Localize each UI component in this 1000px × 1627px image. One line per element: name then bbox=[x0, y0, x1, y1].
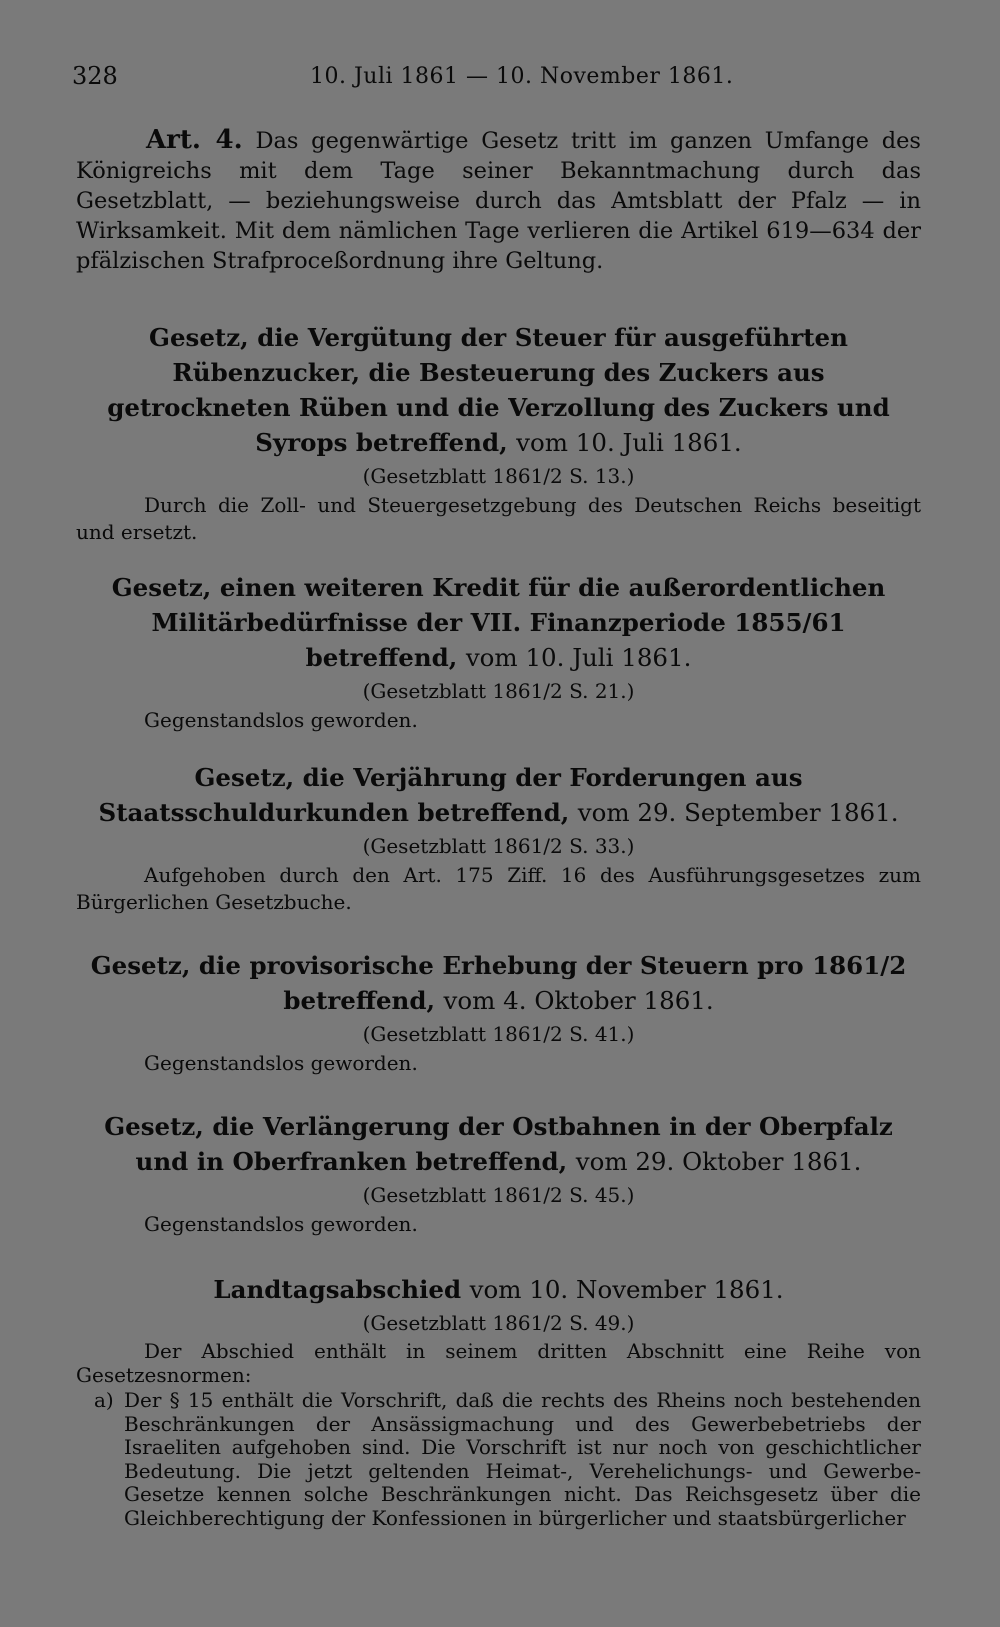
law-title-text: Gesetz, die provisorische Erhebung der Steuern pro 1861/2 betreffend, bbox=[90, 951, 907, 1015]
law-date: vom 29. Oktober 1861. bbox=[575, 1147, 862, 1176]
page-content bbox=[76, 125, 921, 1530]
page-number: 328 bbox=[72, 62, 118, 90]
list-item-text: Der § 15 enthält die Vorschrift, daß die rechts des Rheins noch bestehenden Beschränkungen der Ansässigmachung und des Gewerbebetriebs der Israeliten aufgehoben sind. Die Vorschrift ist nur noch von geschichtlicher Bedeutung. Die jetzt geltenden Heimat-, Verehelichungs- und Gewerbe-Gesetze kennen solche Beschränkungen nicht. Das Reichsgesetz über die Gleichberechtigung der Konfessionen in bürgerlicher und staatsbürgerlicher bbox=[124, 1388, 921, 1530]
article-4 bbox=[76, 125, 921, 276]
law-note: Durch die Zoll- und Steuergesetzgebung des Deutschen Reichs beseitigt und ersetzt. bbox=[76, 493, 921, 544]
landtagsabschied-entry bbox=[76, 1272, 921, 1530]
law-title bbox=[80, 320, 917, 460]
law-title bbox=[80, 1272, 917, 1307]
law-note: Gegenstandslos geworden. bbox=[144, 708, 418, 732]
law-title bbox=[80, 570, 917, 675]
header-date-range: 10. Juli 1861 — 10. November 1861. bbox=[310, 64, 734, 89]
law-entry bbox=[76, 1109, 921, 1238]
law-title bbox=[80, 1109, 917, 1179]
law-entry bbox=[76, 760, 921, 916]
law-date: vom 10. Juli 1861. bbox=[465, 643, 692, 672]
law-date: vom 10. November 1861. bbox=[469, 1275, 784, 1304]
list-item bbox=[76, 1389, 921, 1530]
landtag-intro: Der Abschied enthält in seinem dritten Abschnitt eine Reihe von Gesetzesnormen: bbox=[76, 1339, 921, 1387]
list-marker: a) bbox=[94, 1388, 114, 1412]
law-source: (Gesetzblatt 1861/2 S. 41.) bbox=[362, 1022, 635, 1046]
law-title-text: Landtagsabschied bbox=[213, 1275, 462, 1304]
law-source: (Gesetzblatt 1861/2 S. 45.) bbox=[362, 1183, 635, 1207]
law-title-text: Gesetz, die Verjährung der Forderungen aus Staatsschuldurkunden betreffend, bbox=[98, 763, 803, 827]
law-title-text: Gesetz, einen weiteren Kredit für die außerordentlichen Militärbedürfnisse der VII. Finanzperiode 1855/61 betreffend, bbox=[111, 573, 886, 672]
law-source: (Gesetzblatt 1861/2 S. 13.) bbox=[362, 464, 635, 488]
law-note: Aufgehoben durch den Art. 175 Ziff. 16 des Ausführungsgesetzes zum Bürgerlichen Gesetzbuche. bbox=[76, 863, 921, 914]
law-date: vom 29. September 1861. bbox=[577, 798, 899, 827]
law-note: Gegenstandslos geworden. bbox=[144, 1212, 418, 1236]
law-entry bbox=[76, 320, 921, 546]
running-head bbox=[72, 62, 932, 102]
law-source: (Gesetzblatt 1861/2 S. 49.) bbox=[362, 1311, 635, 1335]
article-text: Das gegenwärtige Gesetz tritt im ganzen Umfange des Königreichs mit dem Tage seiner Bekanntmachung durch das Gesetzblatt, — beziehungsweise durch das Amtsblatt der Pfalz — in Wirksamkeit. Mit dem nämlichen Tage verlieren die Artikel 619—634 der pfälzischen Strafproceßordnung ihre Geltung. bbox=[76, 128, 921, 274]
law-date: vom 10. Juli 1861. bbox=[516, 428, 742, 457]
law-source: (Gesetzblatt 1861/2 S. 21.) bbox=[362, 679, 635, 703]
article-label: Art. 4. bbox=[146, 125, 243, 155]
law-entry bbox=[76, 570, 921, 734]
law-note: Gegenstandslos geworden. bbox=[144, 1051, 418, 1075]
law-source: (Gesetzblatt 1861/2 S. 33.) bbox=[362, 834, 635, 858]
law-title bbox=[80, 948, 917, 1018]
law-entry bbox=[76, 948, 921, 1077]
law-title-text: Gesetz, die Vergütung der Steuer für ausgeführten Rübenzucker, die Besteuerung des Zuckers aus getrockneten Rüben und die Verzollung des Zuckers und Syrops betreffend, bbox=[107, 323, 890, 457]
law-date: vom 4. Oktober 1861. bbox=[443, 986, 714, 1015]
law-title-text: Gesetz, die Verlängerung der Ostbahnen in der Oberpfalz und in Oberfranken betreffend, bbox=[104, 1112, 893, 1176]
law-title bbox=[80, 760, 917, 830]
